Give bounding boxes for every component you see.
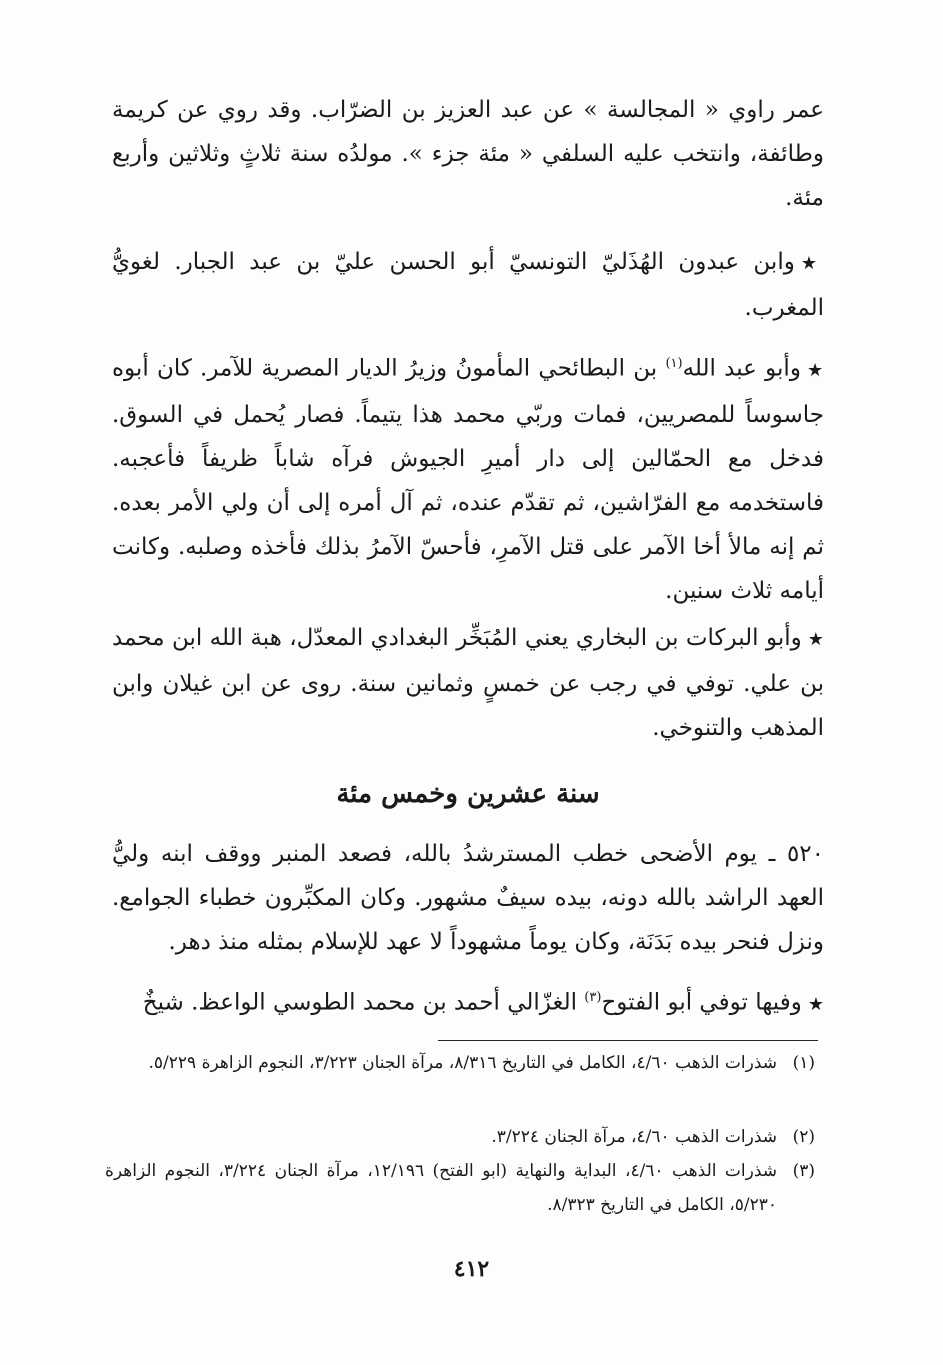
footnote-1 xyxy=(105,1046,815,1080)
star-icon: ★ xyxy=(807,629,824,650)
footnote-3 xyxy=(105,1154,815,1222)
paragraph-text: ٥٢٠ ـ يوم الأضحى خطب المسترشدُ بالله، فصعد المنبر ووقف ابنه وليُّ العهد الراشد بالله دونه، بيده سيفٌ مشهور. وكان المكبِّرون خطباء الجوامع. ونزل فنحر بيده بَدَنَة، وكان يوماً مشهوداً لا عهد للإسلام بمثله منذ دهر. xyxy=(112,841,824,955)
footnote-ref-1: (١) xyxy=(665,356,683,371)
paragraph-text-rest: بن البطائحي المأمونُ وزيرُ الديار المصرية للآمر. كان أبوه جاسوساً للمصريين، فمات وربّي محمد هذا يتيماً. فصار يُحمل في السوق. فدخل مع الحمّالين إلى دار أميرِ الجيوش فرآه شاباً ظريفاً فأعجبه. فاستخدمه مع الفرّاشين، ثم تقدّم عنده، ثم آل أمره إلى أن ولي الأمر بعده. ثم إنه مالأ أخا الآمر على قتل الآمرِ، فأحسّ الآمرُ بذلك فأخذه وصلبه. وكانت أيامه ثلاث سنين. xyxy=(112,355,824,604)
star-icon: ★ xyxy=(806,359,824,381)
paragraph-abul-barakat xyxy=(112,616,824,750)
footnote-text: شذرات الذهب ٤/٦٠، الكامل في التاريخ ٨/٣١٦، مرآة الجنان ٣/٢٢٣، النجوم الزاهرة ٥/٢٢٩. xyxy=(148,1053,777,1073)
star-icon: ★ xyxy=(800,253,824,274)
paragraph-year-520 xyxy=(112,832,824,964)
page-number: ٤١٢ xyxy=(453,1256,490,1282)
star-icon: ★ xyxy=(807,993,824,1015)
footnote-number: (١) xyxy=(792,1053,815,1073)
footnote-number: (٢) xyxy=(792,1127,815,1147)
footnote-divider xyxy=(438,1040,818,1041)
paragraph-ibn-abdun xyxy=(112,240,824,330)
footnote-2 xyxy=(105,1120,815,1154)
paragraph-text: وأبو البركات بن البخاري يعني المُبَخِّر البغدادي المعدّل، هبة الله ابن محمد بن علي. توفي في رجب عن خمسٍ وثمانين سنة. روى عن ابن غيلان وابن المذهب والتنوخي. xyxy=(112,625,824,741)
paragraph-text-start: وفيها توفي أبو الفتوح xyxy=(601,989,802,1016)
footnote-text: شذرات الذهب ٤/٦٠، مرآة الجنان ٣/٢٢٤. xyxy=(491,1127,777,1147)
footnote-text: شذرات الذهب ٤/٦٠، البداية والنهاية (ابو الفتح) ١٢/١٩٦، مرآة الجنان ٣/٢٢٤، النجوم الزاهرة ٥/٢٣٠، الكامل في التاريخ ٨/٣٢٣. xyxy=(105,1161,777,1215)
paragraph-omar-rawi xyxy=(112,88,824,220)
paragraph-text: عمر راوي « المجالسة » عن عبد العزيز بن الضرّاب. وقد روي عن كريمة وطائفة، وانتخب عليه السلفي « مئة جزء ». مولدُه سنة ثلاثٍ وثلاثين وأربع مئة. xyxy=(112,97,824,211)
footnote-ref-3: (٣) xyxy=(584,990,602,1005)
paragraph-abul-futuh xyxy=(112,976,824,1027)
section-heading: سنة عشرين وخمس مئة xyxy=(336,779,600,809)
paragraph-abu-abdullah xyxy=(112,342,824,613)
paragraph-text-rest: الغزّالي أحمد بن محمد الطوسي الواعظ. شيخٌ xyxy=(142,989,585,1016)
paragraph-text: وابن عبدون الهُذَليّ التونسيّ أبو الحسن عليّ بن عبد الجبار. لغويُّ المغرب. xyxy=(112,249,824,321)
paragraph-text-start: وأبو عبد الله xyxy=(682,355,801,382)
footnote-number: (٣) xyxy=(792,1161,815,1181)
